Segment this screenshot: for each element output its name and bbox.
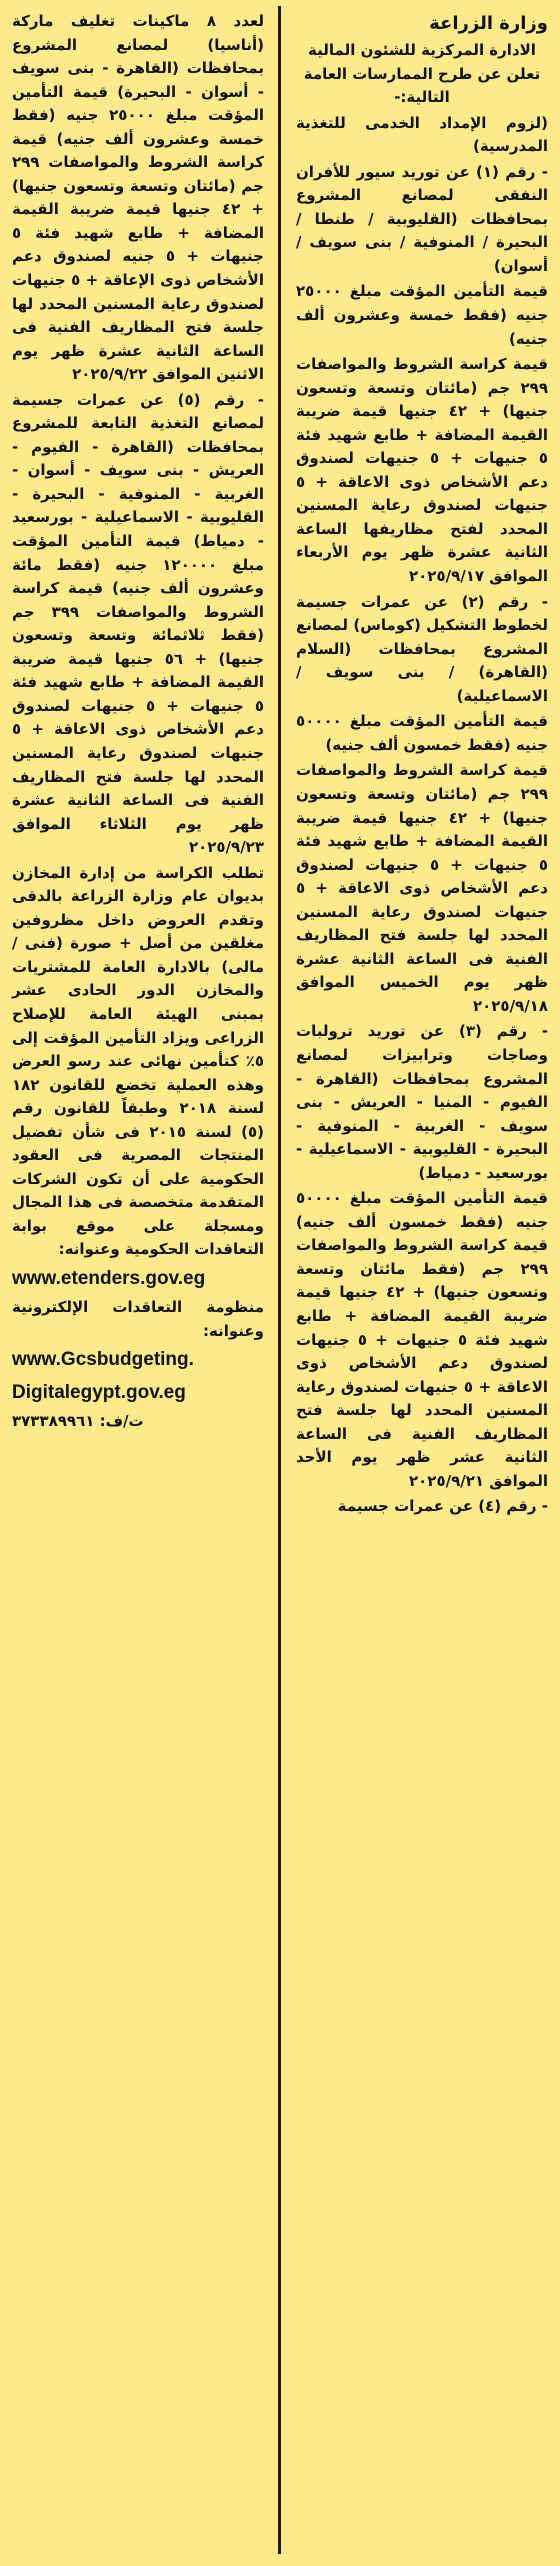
right-paragraph: قيمة التأمين المؤقت مبلغ ٢٥٠٠٠ جنيه (فقط خمسة وعشرون ألف جنيه) [296,282,548,348]
right-paragraph: - رقم (١) عن توريد سيور للأفران النفقى لمصانع المشروع بمحافظات (القليوبية / طنطا / البحيرة / المنوفية / بنى سويف / أسوان) [296,162,548,275]
right-paragraph: قيمة التأمين المؤقت مبلغ ٥٠٠٠٠ جنيه (فقط خمسون ألف جنيه) [296,712,548,754]
left-paragraph: - رقم (٥) عن عمرات جسيمة لمصانع التغذية التابعة للمشروع بمحافظات (القاهرة - الفيوم - العريش - بنى سويف - أسوان - الغربية - المنوفية - البحيرة - القليوبية - الاسماعيلية - بورسعيد - دمياط) قيمة التأمين المؤقت مبلغ ١٢٠٠٠٠ جنيه (فقط مائة وعشرون ألف جنيه) قيمة كراسة الشروط والمواصفات ٣٩٩ جم (فقط ثلاثمائة وتسعة وتسعون جنيها) + ٥٦ جنيها قيمة ضريبة القيمة المضافة + طابع شهيد فئة ٥ جنيهات + ٥ جنيهات لصندوق دعم الأشخاص ذوى الاعاقة + ٥ جنيهات لصندوق رعاية المسنين المحدد لها جلسة فتح المظاريف الفنية فى الساعة الثانية عشرة ظهر يوم الثلاثاء الموافق ٢٠٢٥/٩/٢٣ [12,390,265,857]
right-paragraph: - رقم (٤) عن عمرات جسيمة [337,1497,548,1516]
portal-caption: منظومة التعاقدات الإلكترونية وعنوانه: [12,1298,264,1340]
ad-header: الادارة المركزية للشئون المالية تعلن عن طرح الممارسات العامة التالية:- [303,41,541,107]
left-paragraph: لعدد ٨ ماكينات تغليف ماركة (أناسيا) لمصانع المشروع بمحافظات (القاهرة - بنى سويف - أسوان - البحيرة) قيمة التأمين المؤقت مبلغ ٢٥٠٠٠ جنيه (فقط خمسة وعشرون ألف جنيه) قيمة كراسة الشروط والمواصفات ٢٩٩ جم (مائتان وتسعة وتسعون جنيها) + ٤٢ جنيها قيمة ضريبة القيمة المضافة + طابع شهيد فئة ٥ جنيهات + ٥ جنيه لصندوق دعم الأشخاص ذوى الإعاقة + ٥ جنيهات لصندوق رعاية المسنين المحدد لها جلسة فتح المظاريف الفنية فى الساعة الثانية عشرة ظهر يوم الاثنين الموافق ٢٠٢٥/٩/٢٢ [12,12,264,384]
right-paragraph: - رقم (٣) عن توريد ترولبات وصاجات وترابيزات لمصانع المشروع بمحافظات (القاهرة - الفيوم - المنيا - العريش - بنى سويف - الغربية - المنوفية - البحيرة - القليوبية - الاسماعيلية - بورسعيد - دمياط) [296,1022,549,1182]
newspaper-ad [6,6,554,2554]
column-divider [278,6,281,2554]
right-paragraph: (لزوم الإمداد الخدمى للتغذية المدرسية) [296,113,548,156]
right-paragraph: قيمة كراسة الشروط والمواصفات ٢٩٩ جم (مائتان وتسعة وتسعون جنيها) + ٤٢ جنيها قيمة ضريبة القيمة المضافة + طابع شهيد فئة ٥ جنيهات + ٥ جنيهات لصندوق دعم الأشخاص ذوى الاعاقة + ٥ جنيهات لصندوق رعاية المسنين المحدد لها جلسة فتح المظاريف الفنية فى الساعة الثانية عشرة ظهر يوم الخميس الموافق ٢٠٢٥/٩/١٨ [296,761,548,1015]
right-paragraph: قيمة كراسة الشروط والمواصفات ٢٩٩ جم (مائتان وتسعة وتسعون جنيها) + ٤٢ جنيها قيمة ضريبة القيمة المضافة + طابع شهيد فئة ٥ جنيهات + ٥ جنيهات لصندوق دعم الأشخاص ذوى الاعاقة + ٥ جنيهات لصندوق رعاية المسنين المحدد لفتح مظاريفها الساعة الثانية عشرة ظهر يوم الأربعاء الموافق ٢٠٢٥/٩/١٧ [296,355,548,586]
right-paragraph: - رقم (٢) عن عمرات جسيمة لخطوط التشكيل (كوماس) لمصانع المشروع بمحافظات (السلام (القاهرة) / بنى سويف / الاسماعيلية) [296,592,549,705]
left-paragraph: تطلب الكراسة من إدارة المخازن بديوان عام وزارة الزراعة بالدقى وتقدم العروض داخل مظروفين مغلقين من أصل + صورة (فنى / مالى) بالادارة العامة للمشتريات والمخازن الدور الحادى عشر بمبنى الهيئة العامة للإصلاح الزراعى ويزاد التأمين المؤقت إلى ٥٪ كتأمين نهائى عند رسو العرض وهذه العملية تخضع للقانون ١٨٢ لسنة ٢٠١٨ وطبقاً للقانون رقم (٥) لسنة ٢٠١٥ فى شأن تفضيل المنتجات المصرية فى العقود الحكومية على أن تكون الشركات المتقدمة متخصصة فى هذا المجال ومسجلة على موقع بوابة التعاقدات الحكومية وعنوانه: [12,863,264,1259]
ministry-title: وزارة الزراعة [429,13,548,34]
left-column [6,6,270,2554]
budgeting-url-line-2[interactable]: Digitalegypt.gov.eg [12,1381,186,1403]
budgeting-url-line-1[interactable]: www.Gcsbudgeting. [12,1349,194,1371]
phone-number: ت/ف: ٣٧٣٣٨٩٩٦١ [12,1412,144,1431]
etenders-url[interactable]: www.etenders.gov.eg [12,1267,206,1289]
right-paragraph: قيمة التأمين المؤقت مبلغ ٥٠٠٠٠ جنيه (فقط خمسون ألف جنيه) قيمة كراسة الشروط والمواصفات ٢٩٩ جم (فقط مائتان وتسعة وتسعون جنيها) + ٤٢ جنيها قيمة ضريبة القيمة المضافة + طابع شهيد فئة ٥ جنيهات + ٥ جنيهات لصندوق دعم الأشخاص ذوى الاعاقة + ٥ جنيهات لصندوق رعاية المسنين المحدد لها جلسة فتح المظاريف الفنية فى الساعة الثانية عشر ظهر يوم الأحد الموافق ٢٠٢٥/٩/٢١ [296,1189,549,1490]
right-column [290,6,554,2554]
